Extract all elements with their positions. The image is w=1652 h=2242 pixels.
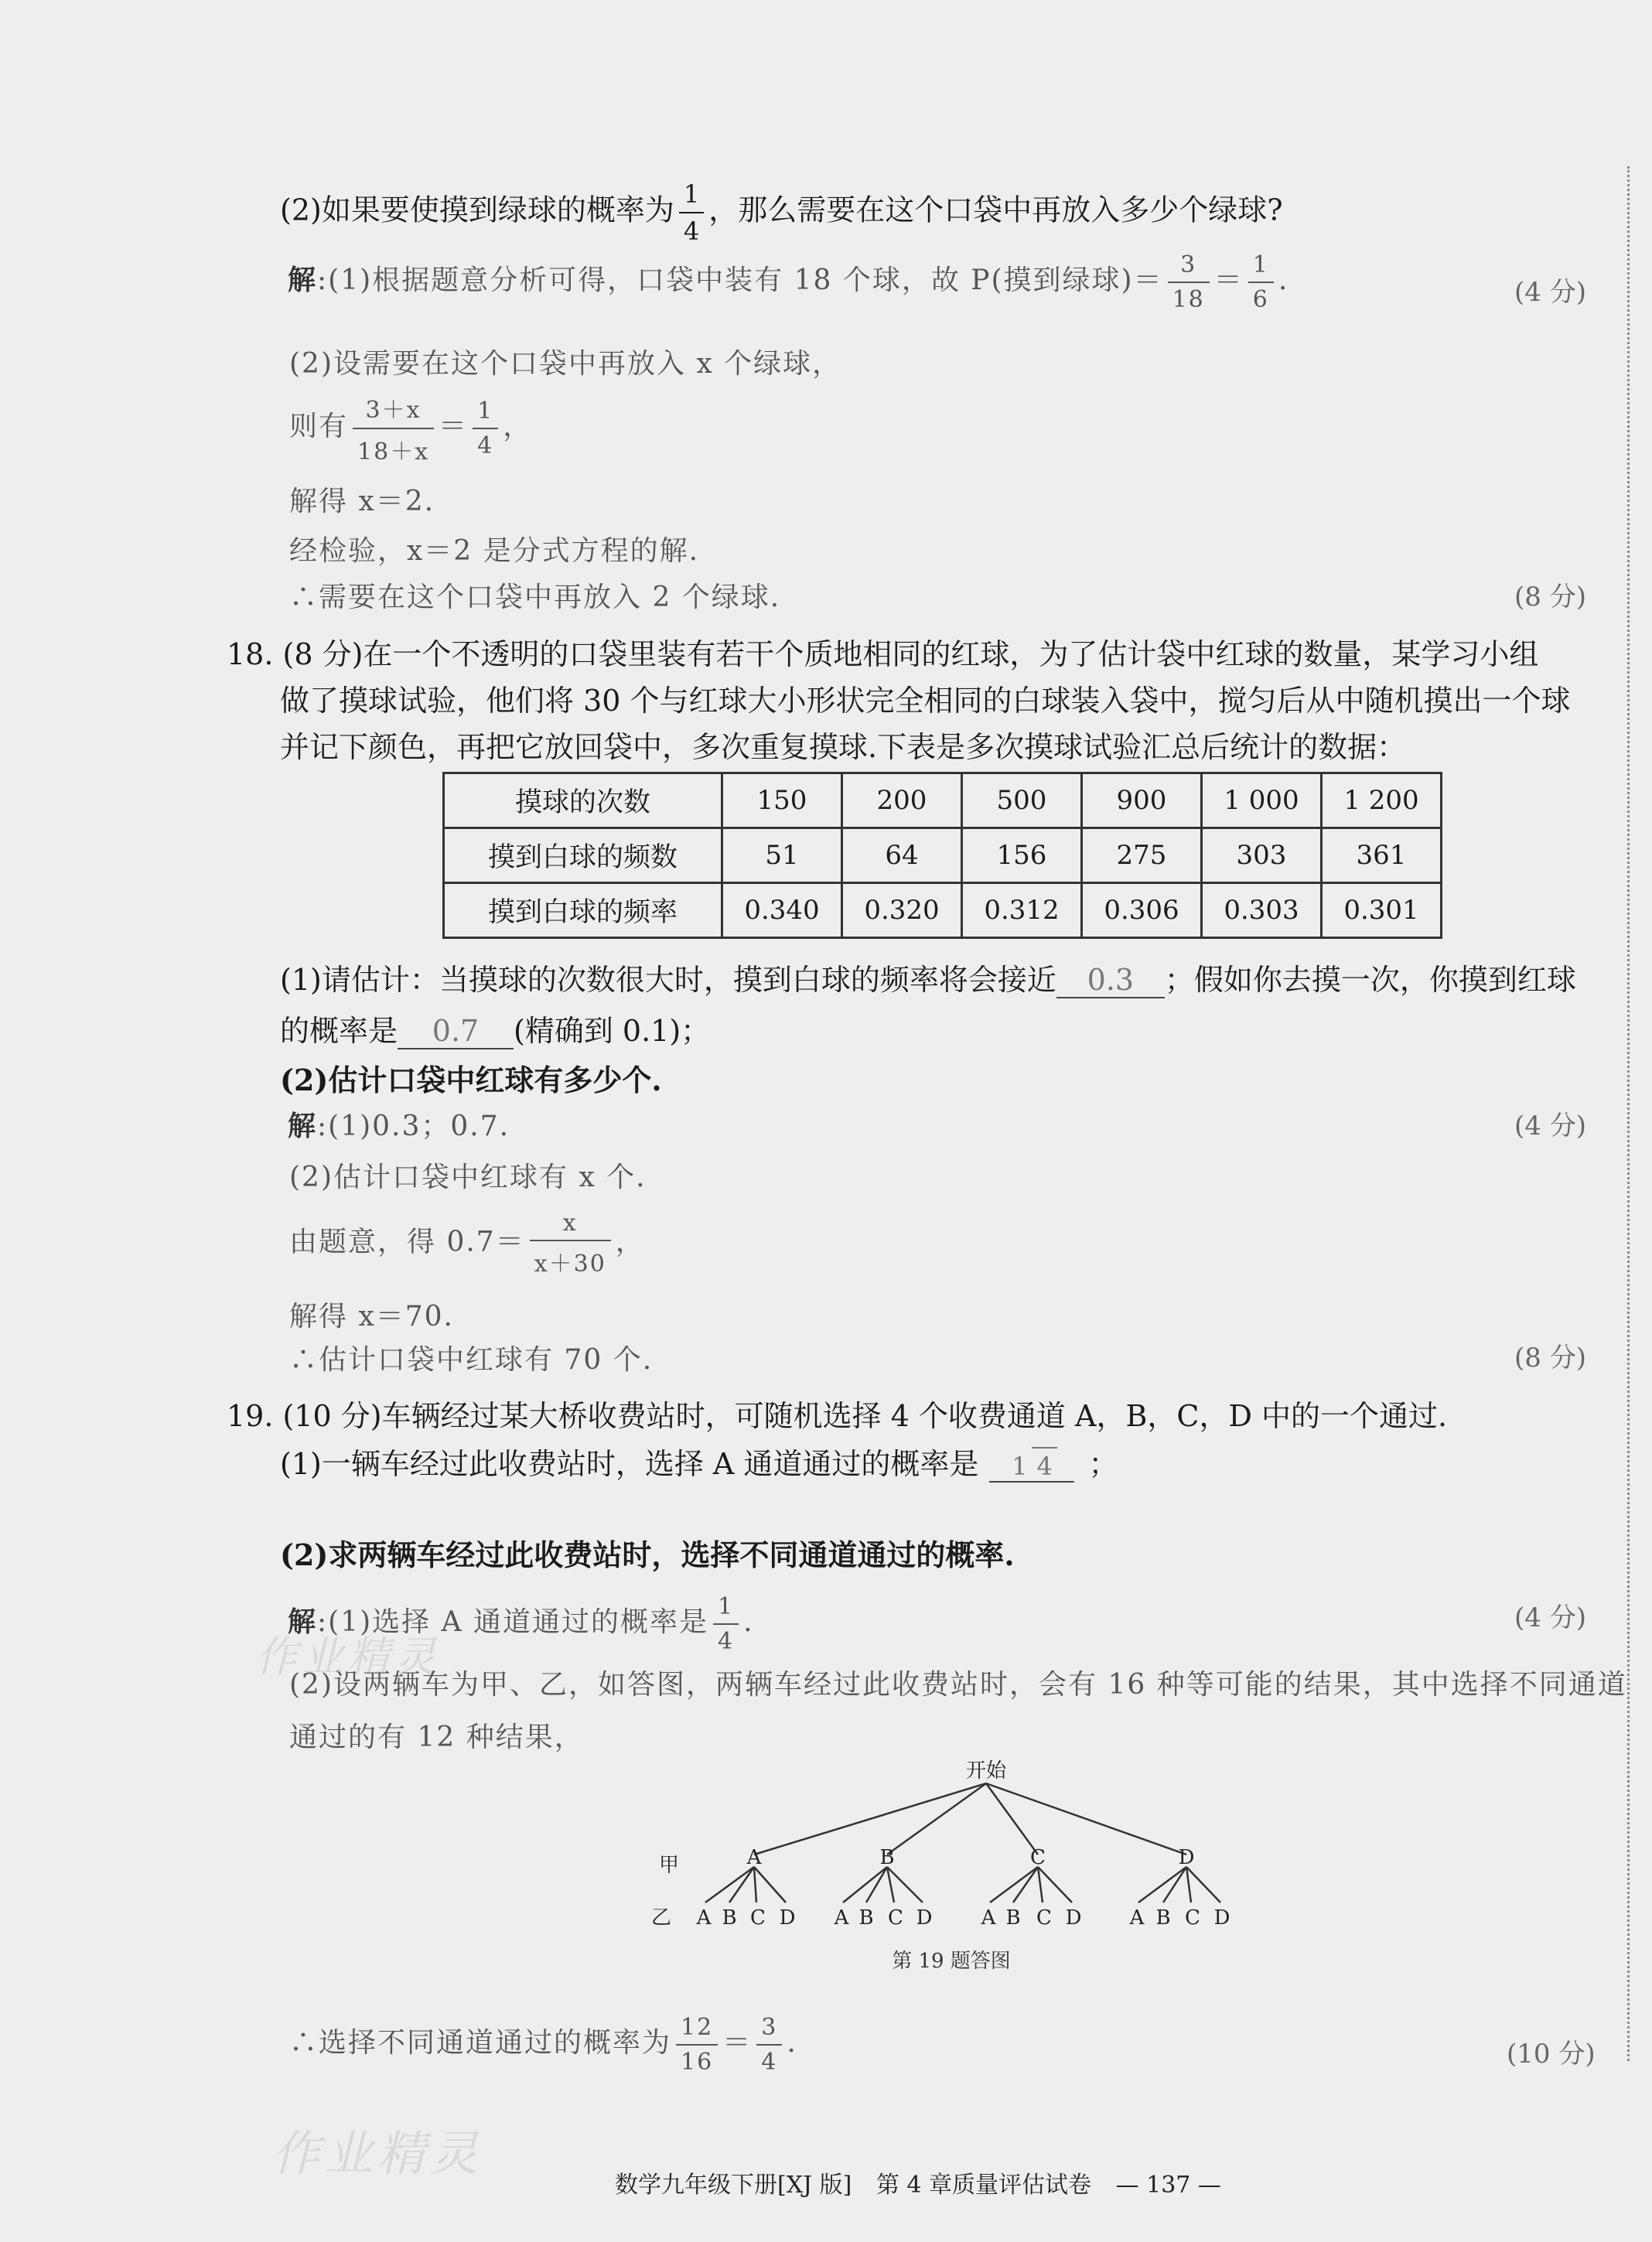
watermark: 作业精灵 bbox=[255, 1633, 441, 1681]
q18-part1-line1: (1)请估计：当摸球的次数很大时，摸到白球的频率将会接近 0.3 ；假如你去摸一次，你摸到红球 bbox=[280, 963, 1576, 997]
q19-stem: 19. (10 分)车辆经过某大桥收费站时，可随机选择 4 个收费通道 A，B，C，D 中的一个通过. bbox=[227, 1399, 1448, 1433]
score-8: (8 分) bbox=[1514, 582, 1586, 613]
q19-sol2-line2: 通过的有 12 种结果， bbox=[289, 1722, 584, 1753]
tree-node: D bbox=[1178, 1846, 1195, 1869]
tree-leaf: B bbox=[1005, 1906, 1021, 1930]
table-cell: 0.312 bbox=[962, 883, 1082, 938]
tree-root: 开始 bbox=[965, 1759, 1007, 1783]
table-cell: 156 bbox=[962, 828, 1082, 883]
tree-leaf: C bbox=[888, 1906, 903, 1930]
table-cell: 900 bbox=[1082, 773, 1202, 828]
data-table bbox=[442, 772, 1442, 939]
page-number: — 137 — bbox=[1115, 2172, 1221, 2199]
q17-part2: (2)如果要使摸到绿球的概率为 $\frac{1}{4}$ ，那么需要在这个口袋中再放入多少个绿球? bbox=[280, 179, 1283, 246]
score-4: (4 分) bbox=[1514, 1111, 1586, 1141]
footer-chapter: 第 4 章质量评估试卷 bbox=[875, 2172, 1092, 2199]
figure-caption: 第 19 题答图 bbox=[892, 1950, 1011, 1973]
page-footer bbox=[615, 2165, 1221, 2199]
table-row-header: 摸球的次数 bbox=[444, 773, 722, 828]
tree-leaf: B bbox=[858, 1906, 874, 1930]
tree-leaf: A bbox=[696, 1906, 712, 1930]
tree-leaf: A bbox=[981, 1906, 996, 1930]
tree-node: A bbox=[746, 1846, 762, 1869]
tree-diagram bbox=[634, 1756, 1268, 2003]
tree-leaf: A bbox=[1129, 1906, 1145, 1930]
q18-sol2-line3: 解得 x＝70. bbox=[289, 1301, 454, 1333]
q18-sol2-equation: 由题意，得 0.7＝ $\frac{x}{x+30}$ ， bbox=[289, 1210, 645, 1278]
score-4: (4 分) bbox=[1514, 1602, 1586, 1633]
q18-stem-line2: 做了摸球试验，他们将 30 个与红球大小形状完全相同的白球装入袋中，搅匀后从中随机摸出一个球 bbox=[280, 684, 1571, 718]
table-cell: 51 bbox=[722, 828, 842, 883]
table-cell: 0.306 bbox=[1082, 883, 1202, 938]
tree-row-label: 乙 bbox=[651, 1906, 672, 1930]
tree-leaf: C bbox=[1036, 1906, 1052, 1930]
q19-solution-1: 解:(1)选择 A 通道通过的概率是 $\frac{1}{4}$ . bbox=[288, 1593, 754, 1655]
q17-sol2-line3: 解得 x＝2. bbox=[289, 486, 435, 517]
q17-solution-1: 解:(1)根据题意分析可得，口袋中装有 18 个球，故 P(摸到绿球)＝ $\frac{3}{18}$ ＝ $\frac{1}{6}$ . bbox=[288, 251, 1289, 313]
footer-book: 数学九年级下册[XJ 版] bbox=[615, 2172, 852, 2199]
table-row bbox=[444, 828, 1442, 883]
score-10: (10 分) bbox=[1507, 2039, 1596, 2070]
table-cell: 361 bbox=[1322, 828, 1442, 883]
q17-sol2-line1: (2)设需要在这个口袋中再放入 x 个绿球， bbox=[289, 348, 842, 380]
watermark: 作业精灵 bbox=[272, 2125, 483, 2182]
q18-stem-line1: 18. (8 分)在一个不透明的口袋里装有若干个质地相同的红球，为了估计袋中红球的数量，某学习小组 bbox=[227, 637, 1539, 671]
table-cell: 150 bbox=[722, 773, 842, 828]
q18-sol2-line4: ∴估计口袋中红球有 70 个. bbox=[289, 1344, 654, 1376]
q17-sol2-line5: ∴需要在这个口袋中再放入 2 个绿球. bbox=[289, 582, 781, 613]
table-cell: 0.301 bbox=[1322, 883, 1442, 938]
q18-sol2-line1: (2)估计口袋中红球有 x 个. bbox=[289, 1162, 647, 1193]
table-row-header: 摸到白球的频数 bbox=[444, 828, 722, 883]
score-8: (8 分) bbox=[1514, 1343, 1586, 1374]
q19-part2: (2)求两辆车经过此收费站时，选择不同通道通过的概率. bbox=[280, 1537, 1015, 1572]
tree-leaf: A bbox=[834, 1906, 849, 1930]
q19-sol2-line1: (2)设两辆车为甲、乙，如答图，两辆车经过此收费站时，会有 16 种等可能的结果，其中选择不同通道 bbox=[289, 1669, 1627, 1701]
tree-leaf: C bbox=[1185, 1906, 1200, 1930]
q18-stem-line3: 并记下颜色，再把它放回袋中，多次重复摸球.下表是多次摸球试验汇总后统计的数据： bbox=[280, 730, 1407, 764]
tree-leaf: D bbox=[779, 1906, 796, 1930]
tree-leaf: D bbox=[1065, 1906, 1082, 1930]
q19-part1: (1)一辆车经过此收费站时，选择 A 通道通过的概率是 1 4 ； bbox=[280, 1447, 1118, 1481]
tree-leaf: D bbox=[1213, 1906, 1230, 1930]
tree-leaf: B bbox=[722, 1906, 737, 1930]
tree-node: B bbox=[879, 1846, 895, 1869]
table-cell: 0.303 bbox=[1202, 883, 1322, 938]
margin-dotted-line bbox=[1627, 166, 1630, 2061]
table-cell: 500 bbox=[962, 773, 1082, 828]
tree-node: C bbox=[1030, 1846, 1046, 1869]
table-cell: 1 000 bbox=[1202, 773, 1322, 828]
table-row bbox=[444, 883, 1442, 938]
answer-blank-1: 0.3 bbox=[1056, 963, 1165, 998]
q18-part1-line2: 的概率是 0.7 (精确到 0.1)； bbox=[280, 1014, 711, 1048]
q17-sol2-line4: 经检验，x＝2 是分式方程的解. bbox=[289, 535, 700, 567]
table-cell: 1 200 bbox=[1322, 773, 1442, 828]
q18-solution-1: 解:(1)0.3；0.7. bbox=[288, 1110, 510, 1142]
table-cell: 303 bbox=[1202, 828, 1322, 883]
table-row-header: 摸到白球的频率 bbox=[444, 883, 722, 938]
q19-conclusion: ∴选择不同通道通过的概率为 $\frac{12}{16}$ ＝ $\frac{3}{4}$ . bbox=[289, 2014, 797, 2076]
tree-leaf: D bbox=[916, 1906, 933, 1930]
q18-part2: (2)估计口袋中红球有多少个. bbox=[280, 1063, 662, 1097]
tree-leaf: B bbox=[1155, 1906, 1171, 1930]
table-cell: 0.320 bbox=[842, 883, 962, 938]
table-cell: 0.340 bbox=[722, 883, 842, 938]
table-cell: 200 bbox=[842, 773, 962, 828]
tree-row-label: 甲 bbox=[659, 1854, 680, 1877]
table-row bbox=[444, 773, 1442, 828]
table-cell: 64 bbox=[842, 828, 962, 883]
table-cell: 275 bbox=[1082, 828, 1202, 883]
tree-leaf: C bbox=[750, 1906, 766, 1930]
q17-sol2-equation: 则有 $\frac{3+x}{18+x}$ ＝ $\frac{1}{4}$ ， bbox=[289, 397, 533, 466]
answer-blank-2: 0.7 bbox=[398, 1014, 514, 1049]
score-4: (4 分) bbox=[1514, 277, 1586, 308]
